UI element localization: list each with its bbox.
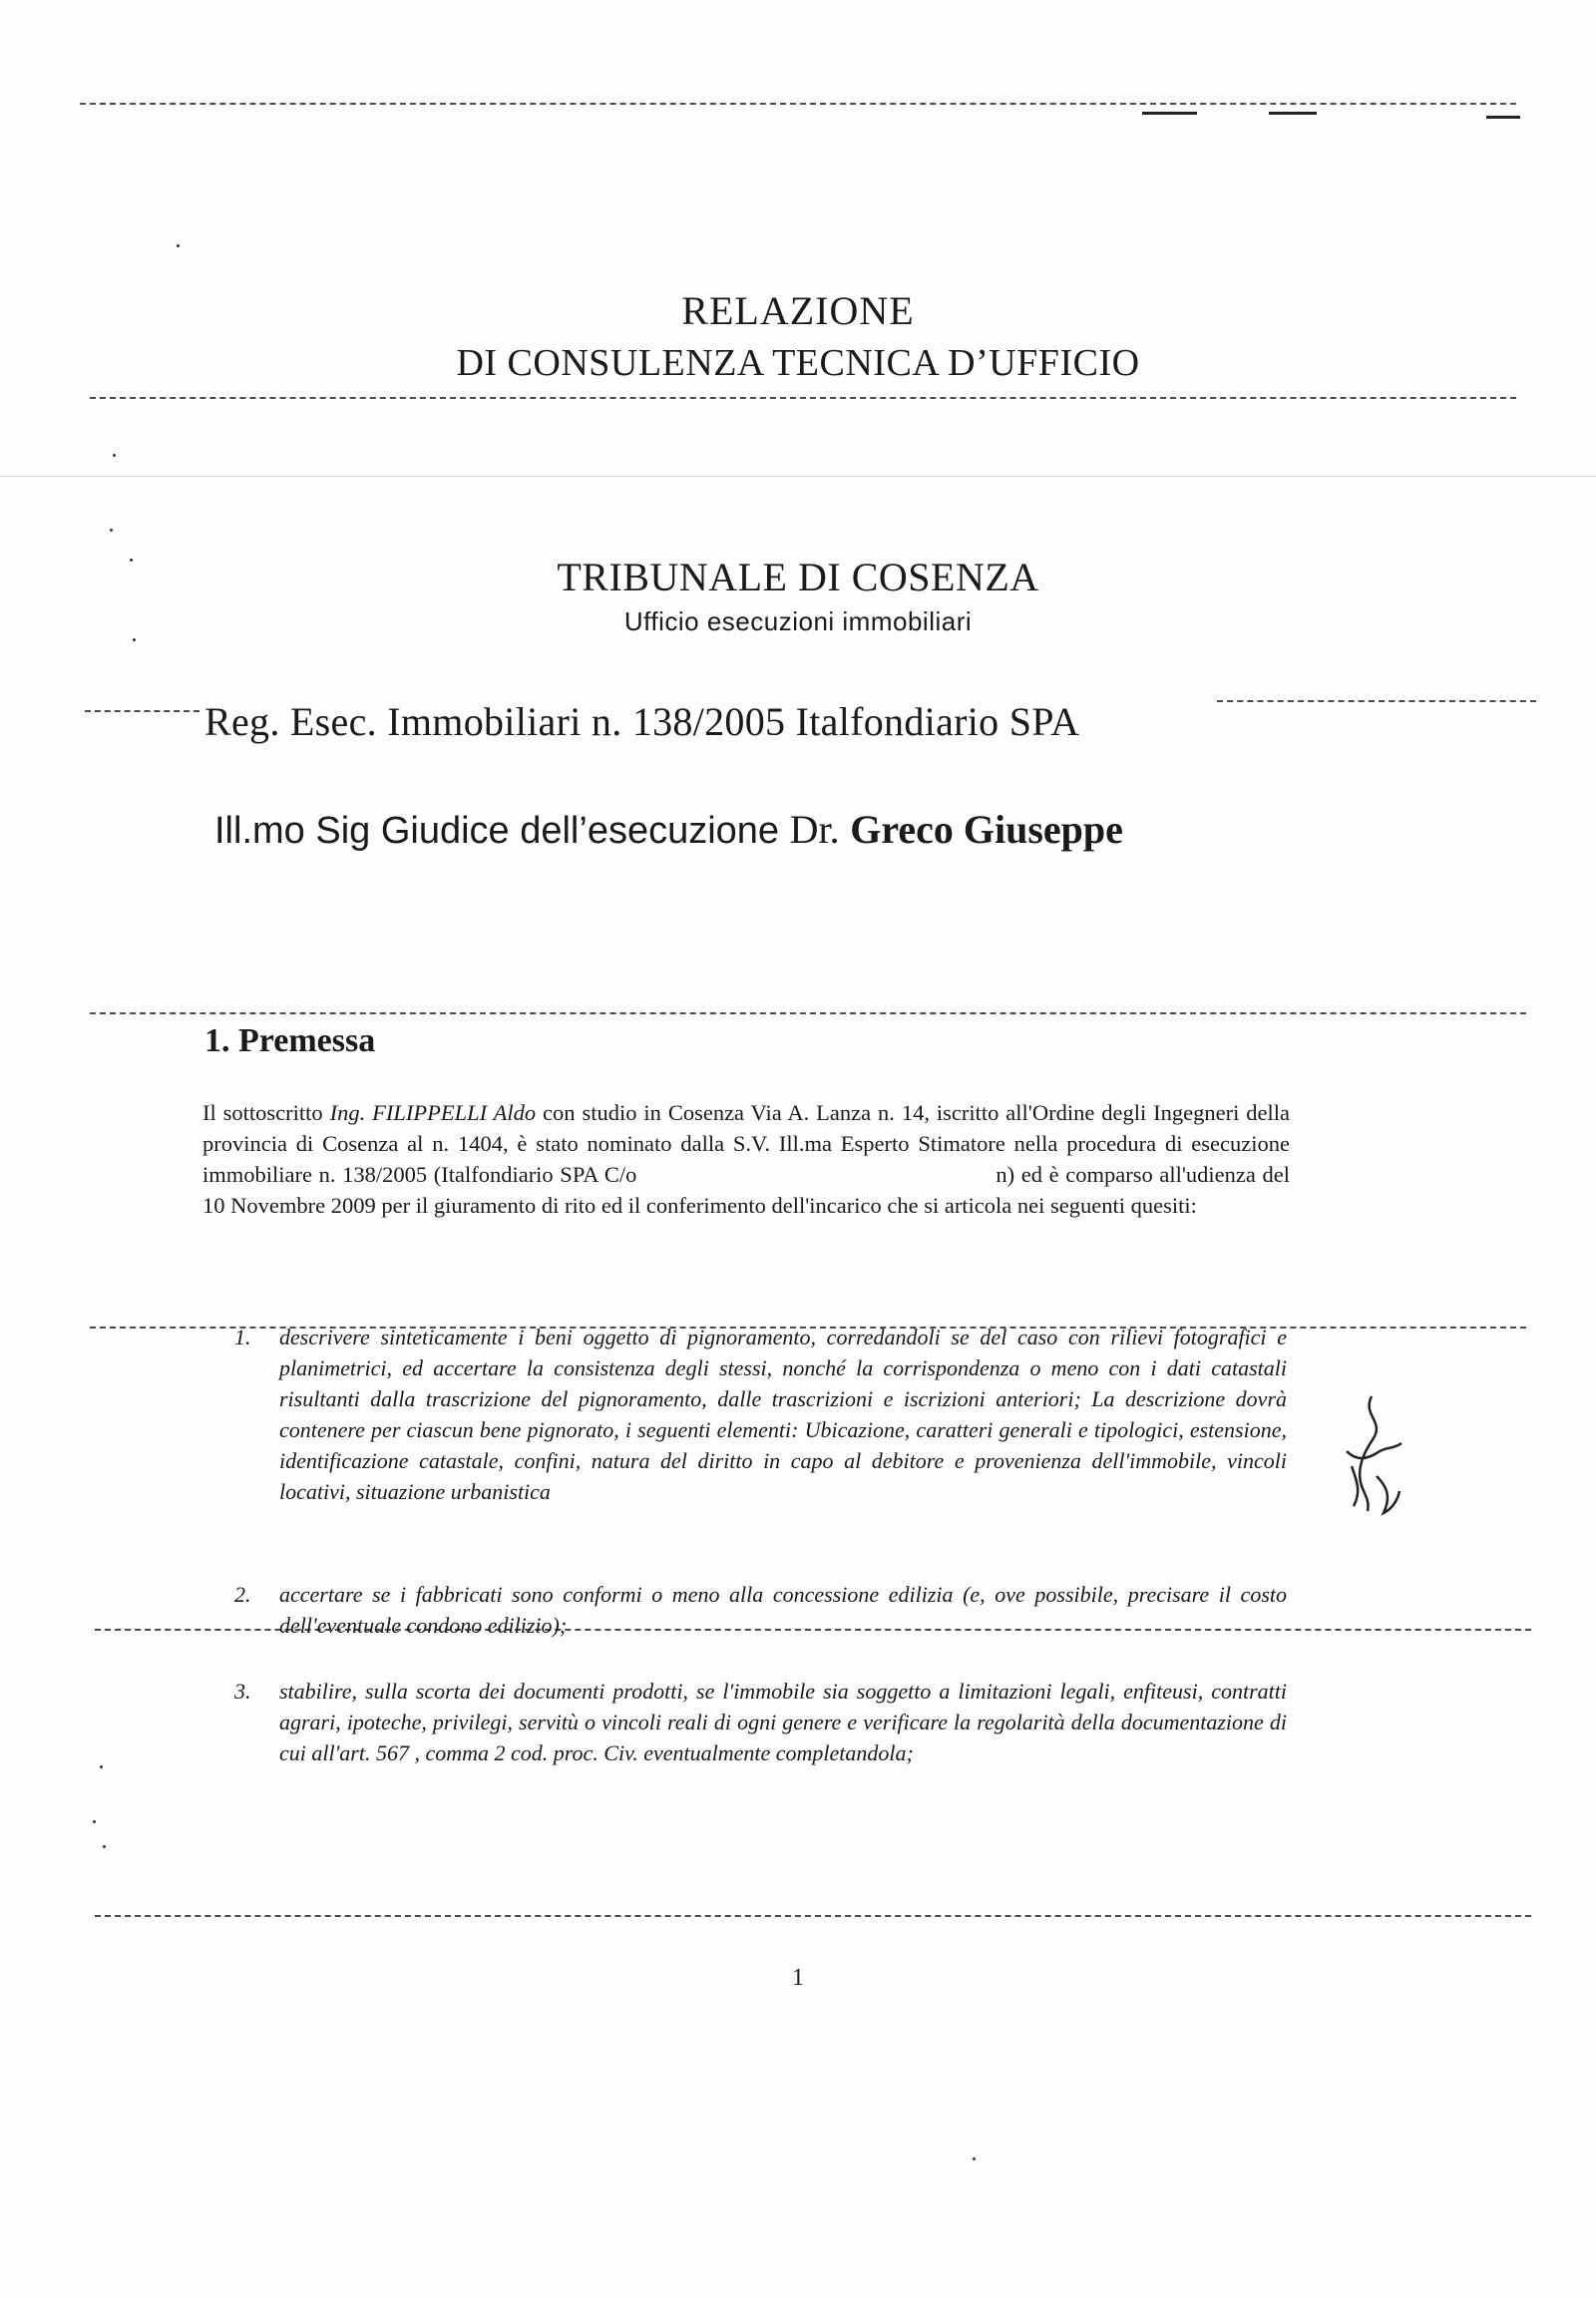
paragraph-text: Il sottoscritto bbox=[202, 1100, 330, 1125]
scan-speck bbox=[113, 454, 116, 457]
scan-speck bbox=[177, 244, 180, 247]
list-item bbox=[234, 1322, 1287, 1507]
scan-dash-line bbox=[1217, 700, 1536, 702]
report-subtitle: DI CONSULENZA TECNICA D’UFFICIO bbox=[456, 342, 1140, 384]
scan-speck bbox=[110, 529, 113, 532]
scan-dash-line bbox=[80, 103, 1516, 105]
scan-speck bbox=[100, 1765, 103, 1768]
judge-line bbox=[214, 806, 1123, 853]
engineer-name: Ing. FILIPPELLI Aldo bbox=[329, 1100, 537, 1125]
report-title: RELAZIONE bbox=[681, 288, 915, 333]
scan-mark bbox=[1269, 112, 1317, 115]
scan-thin-line bbox=[0, 476, 1596, 477]
judge-title: Dr. bbox=[789, 807, 840, 852]
scan-dash-line bbox=[85, 710, 200, 712]
question-text: stabilire, sulla scorta dei documenti prodotti, se l'immobile sia soggetto a limitazioni legali, enfiteusi, contratti agrari, ipoteche, privilegi, servitù o vincoli reali di ogni genere e verificare la regolarità della documentazione di cui all'art. 567 , comma 2 cod. proc. Civ. eventualmente completandola; bbox=[279, 1679, 1287, 1765]
scan-dash-line bbox=[95, 1915, 1531, 1917]
judge-prefix: Ill.mo Sig Giudice dell’esecuzione bbox=[214, 810, 780, 852]
scan-speck bbox=[103, 1845, 106, 1848]
section-heading: 1. Premessa bbox=[204, 1022, 376, 1059]
paragraph-text: n) ed è comparso all'udienza del 10 Novembre 2009 per il giuramento di rito ed il conferimento dell'incarico che si articola nei seguenti quesiti: bbox=[202, 1162, 1290, 1218]
question-text: descrivere sinteticamente i beni oggetto di pignoramento, corredandoli se del caso con rilievi fotografici e planimetrici, ed accertare la consistenza degli stessi, nonché la corrispondenza o meno con i dati catastali risultanti dalla trascrizione del pignoramento, dalle trascrizioni e iscrizioni anteriori; La descrizione dovrà contenere per ciascun bene pignorato, i seguenti elementi: Ubicazione, caratteri generali e tipologici, estensione, identificazione catastale, confini, natura del diritto in capo al debitore e provenienza dell'immobile, vincoli locativi, situazione urbanistica bbox=[279, 1325, 1287, 1504]
scan-mark bbox=[1142, 112, 1197, 115]
intro-paragraph bbox=[202, 1097, 1290, 1221]
page-number: 1 bbox=[792, 1965, 804, 1991]
scan-mark bbox=[1486, 116, 1520, 119]
scan-dash-line bbox=[90, 397, 1516, 399]
question-number: 3. bbox=[234, 1679, 251, 1704]
scan-dash-line bbox=[90, 1012, 1526, 1014]
scan-speck bbox=[133, 638, 136, 641]
question-number: 1. bbox=[234, 1325, 251, 1349]
court-office: Ufficio esecuzioni immobiliari bbox=[623, 606, 973, 636]
paragraph-text: con studio in Cosenza Via A. Lanza n. 14, iscritto all'Ordine degli Ingegneri della provincia di Cosenza al n. 1404, è stato nominato dalla S.V. Ill.ma Esperto Stimatore nella procedura di esecuzione immobiliare n. 138/2005 (Italfondiario SPA C/o bbox=[202, 1100, 1290, 1187]
question-text: accertare se i fabbricati sono conformi o meno alla concessione edilizia (e, ove possibile, precisare il costo dell'eventuale condono edilizio); bbox=[279, 1582, 1287, 1638]
judge-name: Greco Giuseppe bbox=[850, 807, 1123, 852]
scan-speck bbox=[973, 2157, 976, 2160]
handwritten-initials bbox=[1332, 1391, 1411, 1521]
list-item bbox=[234, 1579, 1287, 1641]
registry-reference: Reg. Esec. Immobiliari n. 138/2005 Italfondiario SPA bbox=[204, 699, 1080, 744]
court-name: TRIBUNALE DI COSENZA bbox=[557, 555, 1039, 599]
scan-speck bbox=[93, 1820, 96, 1823]
list-item bbox=[234, 1676, 1287, 1768]
question-number: 2. bbox=[234, 1582, 251, 1607]
